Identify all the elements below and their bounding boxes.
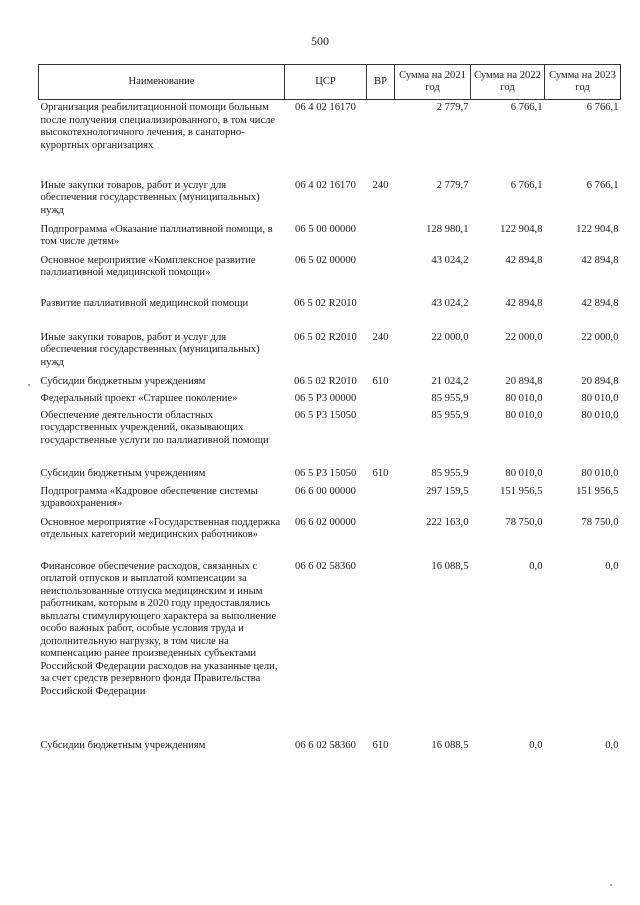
header-vr: ВР — [367, 65, 395, 100]
row-csr: 06 5 P3 15050 — [294, 467, 357, 479]
row-sum-2023: 78 750,0 — [581, 516, 619, 528]
row-sum-2021: 128 980,1 — [426, 223, 469, 235]
table-body — [39, 100, 621, 756]
row-vr — [367, 253, 395, 296]
scan-speck — [28, 384, 30, 386]
header-sum-2021: Сумма на 2021 год — [395, 65, 471, 100]
row-vr: 610 — [372, 739, 389, 751]
row-csr: 06 5 02 R2010 — [294, 375, 357, 387]
row-vr: 610 — [372, 375, 389, 387]
row-csr: 06 5 02 R2010 — [294, 331, 357, 343]
row-sum-2021: 21 024,2 — [431, 375, 469, 387]
row-sum-2023: 0,0 — [605, 739, 619, 751]
row-sum-2021: 16 088,5 — [431, 739, 469, 751]
row-csr: 06 4 02 16170 — [295, 179, 356, 191]
row-sum-2022: 42 894,8 — [505, 254, 543, 266]
row-name: Основное мероприятие «Комплексное развитие паллиативной медицинской помощи» — [40, 254, 256, 278]
header-csr: ЦСР — [285, 65, 367, 100]
table-row — [39, 408, 621, 466]
row-name: Развитие паллиативной медицинской помощи — [40, 297, 249, 309]
row-vr — [367, 515, 395, 559]
table-row — [39, 253, 621, 296]
header-sum-2023: Сумма на 2023 год — [545, 65, 621, 100]
row-sum-2021: 297 159,5 — [426, 485, 469, 497]
row-sum-2022: 0,0 — [529, 739, 543, 751]
row-vr: 610 — [372, 467, 389, 479]
row-sum-2023: 20 894,8 — [581, 375, 619, 387]
row-sum-2022: 80 010,0 — [505, 409, 543, 421]
row-sum-2022: 122 904,8 — [500, 223, 543, 235]
row-sum-2023: 42 894,8 — [581, 254, 619, 266]
row-sum-2021: 2 779,7 — [436, 102, 469, 113]
row-sum-2022: 80 010,0 — [505, 467, 543, 479]
row-sum-2022: 80 010,0 — [505, 392, 543, 404]
row-sum-2021: 85 955,9 — [431, 409, 469, 421]
budget-table — [38, 64, 621, 756]
table-row — [39, 100, 621, 178]
row-sum-2023: 22 000,0 — [581, 331, 619, 343]
row-csr: 06 5 P3 15050 — [294, 409, 357, 421]
table-header — [39, 65, 621, 100]
row-sum-2021: 22 000,0 — [431, 331, 469, 343]
row-vr — [367, 222, 395, 253]
row-sum-2022: 78 750,0 — [505, 516, 543, 528]
row-sum-2021: 85 955,9 — [431, 467, 469, 479]
row-name: Субсидии бюджетным учреждениям — [40, 739, 206, 751]
row-csr: 06 6 02 58360 — [295, 560, 356, 572]
row-sum-2023: 6 766,1 — [586, 179, 619, 191]
row-sum-2023: 151 956,5 — [576, 485, 619, 497]
row-vr — [367, 100, 395, 178]
row-sum-2021: 2 779,7 — [436, 179, 469, 191]
table-row — [39, 296, 621, 330]
row-sum-2022: 6 766,1 — [510, 179, 543, 191]
scan-speck — [610, 884, 612, 886]
row-vr — [367, 559, 395, 738]
table-row — [39, 222, 621, 253]
header-name: Наименование — [39, 65, 285, 100]
row-sum-2021: 222 163,0 — [426, 516, 469, 528]
row-name: Субсидии бюджетным учреждениям — [40, 375, 206, 387]
row-name: Организация реабилитационной помощи больным после получения специализированного, в том числе высокотехнологичного лечения, в санаторно-курортных организациях — [40, 102, 276, 151]
row-sum-2023: 122 904,8 — [576, 223, 619, 235]
row-name: Федеральный проект «Старшее поколение» — [40, 392, 238, 404]
row-csr: 06 5 P3 00000 — [294, 392, 357, 404]
row-sum-2023: 6 766,1 — [586, 102, 619, 113]
page-number: 500 — [311, 34, 329, 48]
row-sum-2022: 0,0 — [529, 560, 543, 572]
row-sum-2021: 43 024,2 — [431, 254, 469, 266]
row-name: Субсидии бюджетным учреждениям — [40, 467, 206, 479]
row-vr — [367, 296, 395, 330]
row-vr — [367, 391, 395, 408]
row-vr — [367, 408, 395, 466]
row-vr — [367, 484, 395, 515]
row-csr: 06 5 02 R2010 — [294, 297, 357, 309]
row-name: Подпрограмма «Кадровое обеспечение системы здравоохранения» — [40, 485, 258, 509]
row-csr: 06 6 00 00000 — [295, 485, 356, 497]
row-sum-2022: 20 894,8 — [505, 375, 543, 387]
row-sum-2023: 80 010,0 — [581, 392, 619, 404]
row-csr: 06 5 02 00000 — [295, 254, 356, 266]
row-sum-2022: 22 000,0 — [505, 331, 543, 343]
row-csr: 06 6 02 00000 — [295, 516, 356, 528]
header-sum-2022: Сумма на 2022 год — [471, 65, 545, 100]
table-row — [39, 559, 621, 738]
row-sum-2021: 43 024,2 — [431, 297, 469, 309]
row-sum-2021: 16 088,5 — [431, 560, 469, 572]
row-sum-2023: 0,0 — [605, 560, 619, 572]
table-row — [39, 391, 621, 408]
row-name: Иные закупки товаров, работ и услуг для обеспечения государственных (муниципальных) нужд — [40, 179, 260, 216]
table-row — [39, 484, 621, 515]
row-name: Подпрограмма «Оказание паллиативной помощи, в том числе детям» — [40, 223, 273, 247]
table-row — [39, 515, 621, 559]
row-csr: 06 6 02 58360 — [295, 739, 356, 751]
row-sum-2021: 85 955,9 — [431, 392, 469, 404]
row-sum-2023: 80 010,0 — [581, 409, 619, 421]
row-sum-2023: 42 894,8 — [581, 297, 619, 309]
row-vr: 240 — [372, 179, 389, 191]
table-row — [39, 374, 621, 391]
table-row — [39, 738, 621, 756]
row-name: Финансовое обеспечение расходов, связанных с оплатой отпусков и выплатой компенсации за неиспользованные отпуска медицинским и иным работникам, которым в 2020 году предоставлялись выплаты стимулирующего характера за выполнение особо важных работ, особые условия труда и дополнительную нагрузку, в том числе на компенсацию ранее произведенных субъектами Российской Федерации расходов на указанные цели, за счет средств резервного фонда Правительства Российской Федерации — [40, 560, 278, 697]
row-sum-2022: 151 956,5 — [500, 485, 543, 497]
row-sum-2022: 42 894,8 — [505, 297, 543, 309]
row-csr: 06 5 00 00000 — [295, 223, 356, 235]
row-name: Иные закупки товаров, работ и услуг для обеспечения государственных (муниципальных) нужд — [40, 331, 260, 368]
table-row — [39, 330, 621, 374]
table-row — [39, 178, 621, 222]
row-name: Обеспечение деятельности областных государственных учреждений, оказывающих государственные услуги по паллиативной помощи — [40, 409, 269, 446]
table-row — [39, 466, 621, 484]
row-sum-2023: 80 010,0 — [581, 467, 619, 479]
row-sum-2022: 6 766,1 — [510, 102, 543, 113]
row-name: Основное мероприятие «Государственная поддержка отдельных категорий медицинских работников» — [40, 516, 281, 540]
row-vr: 240 — [372, 331, 389, 343]
row-csr: 06 4 02 16170 — [295, 102, 356, 113]
